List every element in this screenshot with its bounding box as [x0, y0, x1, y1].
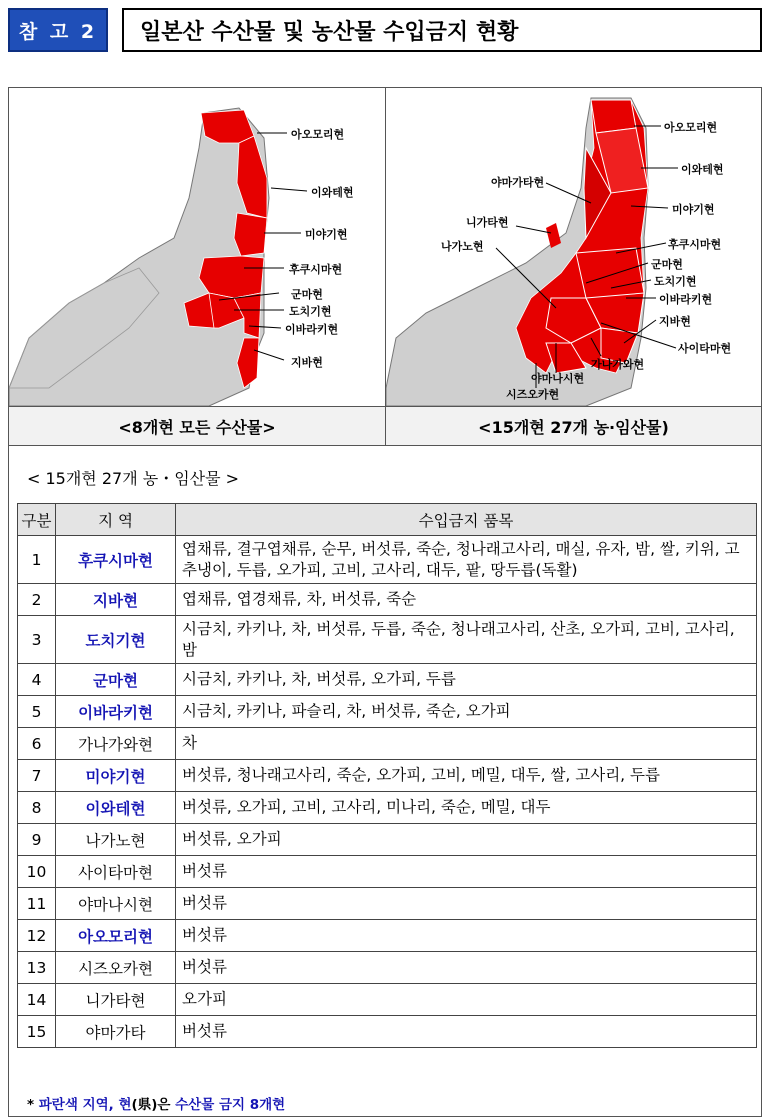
- maps-row: [9, 88, 761, 406]
- row-items: 버섯류, 청나래고사리, 죽순, 오가피, 고비, 메밀, 대두, 쌀, 고사리, 두릅: [176, 760, 757, 792]
- col-items: 수입금지 품목: [176, 504, 757, 536]
- row-region: 가나가와현: [56, 728, 176, 760]
- table-row: [18, 616, 757, 664]
- col-region: 지 역: [56, 504, 176, 536]
- map-label: 니가타현: [466, 216, 509, 229]
- row-number: 4: [18, 664, 56, 696]
- row-region: 군마현: [56, 664, 176, 696]
- row-items: 시금치, 카키나, 차, 버섯류, 오가피, 두릅: [176, 664, 757, 696]
- row-number: 10: [18, 856, 56, 888]
- table-header-row: [18, 504, 757, 536]
- map-label: 나가노현: [441, 240, 484, 253]
- table-row: [18, 1016, 757, 1048]
- row-number: 15: [18, 1016, 56, 1048]
- row-region: 이바라키현: [56, 696, 176, 728]
- row-items: 버섯류: [176, 856, 757, 888]
- row-items: 오가피: [176, 984, 757, 1016]
- row-number: 6: [18, 728, 56, 760]
- row-region: 이와테현: [56, 792, 176, 824]
- row-items: 시금치, 카키나, 파슬리, 차, 버섯류, 죽순, 오가피: [176, 696, 757, 728]
- table-row: [18, 728, 757, 760]
- map-label: 아오모리현: [664, 121, 718, 134]
- map-label: 지바현: [291, 356, 323, 369]
- map-label: 사이타마현: [678, 342, 732, 355]
- row-region: 사이타마현: [56, 856, 176, 888]
- left-map: [9, 88, 386, 406]
- ban-table: [17, 503, 757, 1048]
- row-items: 차: [176, 728, 757, 760]
- row-items: 엽채류, 엽경채류, 차, 버섯류, 죽순: [176, 584, 757, 616]
- table-row: [18, 984, 757, 1016]
- map-label: 이와테현: [311, 186, 354, 199]
- row-number: 9: [18, 824, 56, 856]
- row-number: 7: [18, 760, 56, 792]
- row-items: 시금치, 카키나, 차, 버섯류, 두릅, 죽순, 청나래고사리, 산초, 오가피, 고비, 고사리, 밤: [176, 616, 757, 664]
- row-items: 버섯류: [176, 920, 757, 952]
- note-mid: (県)은: [131, 1097, 176, 1113]
- header: [8, 8, 762, 52]
- row-items: 버섯류: [176, 952, 757, 984]
- row-region: 나가노현: [56, 824, 176, 856]
- table-row: [18, 888, 757, 920]
- row-region: 미야기현: [56, 760, 176, 792]
- note-blue2: 수산물 금지 8개현: [175, 1097, 286, 1113]
- map-label: 미야기현: [672, 203, 715, 216]
- map-label: 이바라키현: [285, 323, 339, 336]
- note-prefix: *: [27, 1097, 39, 1113]
- map-label: 도치기현: [289, 305, 332, 318]
- map-label: 시즈오카현: [506, 388, 560, 401]
- left-map-caption: <8개현 모든 수산물>: [9, 407, 386, 445]
- row-number: 8: [18, 792, 56, 824]
- left-map-graphic: [9, 88, 385, 406]
- map-label: 이와테현: [681, 163, 724, 176]
- col-no: 구분: [18, 504, 56, 536]
- table-row: [18, 664, 757, 696]
- page-title: 일본산 수산물 및 농산물 수입금지 현황: [122, 8, 762, 52]
- map-label: 아오모리현: [291, 128, 345, 141]
- reference-badge: 참 고 2: [8, 8, 108, 52]
- map-label: 지바현: [659, 315, 691, 328]
- map-label: 야마가타현: [491, 176, 545, 189]
- table-row: [18, 824, 757, 856]
- row-items: 버섯류: [176, 888, 757, 920]
- map-label: 가나가와현: [591, 358, 645, 371]
- table-body: [18, 536, 757, 1048]
- row-number: 14: [18, 984, 56, 1016]
- table-row: [18, 584, 757, 616]
- table-row: [18, 792, 757, 824]
- table-row: [18, 760, 757, 792]
- map-label: 군마현: [291, 288, 323, 301]
- row-region: 시즈오카현: [56, 952, 176, 984]
- table-row: [18, 696, 757, 728]
- right-map: [386, 88, 761, 406]
- map-label: 도치기현: [654, 275, 697, 288]
- row-number: 3: [18, 616, 56, 664]
- row-region: 아오모리현: [56, 920, 176, 952]
- row-number: 11: [18, 888, 56, 920]
- note-blue: 파란색 지역, 현: [38, 1097, 132, 1113]
- row-items: 버섯류: [176, 1016, 757, 1048]
- table-subtitle: < 15개현 27개 농・임산물 >: [27, 469, 240, 488]
- row-number: 13: [18, 952, 56, 984]
- row-region: 도치기현: [56, 616, 176, 664]
- map-captions: [9, 406, 761, 446]
- row-region: 야마나시현: [56, 888, 176, 920]
- row-number: 1: [18, 536, 56, 584]
- table-row: [18, 952, 757, 984]
- row-region: 후쿠시마현: [56, 536, 176, 584]
- table-row: [18, 856, 757, 888]
- map-label: 야마나시현: [531, 372, 585, 385]
- row-number: 2: [18, 584, 56, 616]
- row-number: 5: [18, 696, 56, 728]
- row-region: 지바현: [56, 584, 176, 616]
- map-label: 이바라키현: [659, 293, 713, 306]
- table-row: [18, 536, 757, 584]
- right-map-caption: <15개현 27개 농·임산물): [478, 417, 669, 437]
- map-label: 군마현: [651, 258, 683, 271]
- row-items: 엽채류, 결구엽채류, 순무, 버섯류, 죽순, 청나래고사리, 매실, 유자, 밤, 쌀, 키위, 고추냉이, 두릅, 오가피, 고비, 고사리, 대두, 팥, 땅두릅(독활): [176, 536, 757, 584]
- map-label: 미야기현: [305, 228, 348, 241]
- table-row: [18, 920, 757, 952]
- content-frame: [8, 87, 762, 1117]
- row-items: 버섯류, 오가피, 고비, 고사리, 미나리, 죽순, 메밀, 대두: [176, 792, 757, 824]
- row-number: 12: [18, 920, 56, 952]
- right-map-graphic: [386, 88, 761, 406]
- row-region: 야마가타: [56, 1016, 176, 1048]
- footnote: [27, 1093, 285, 1113]
- map-label: 후쿠시마현: [668, 238, 722, 251]
- row-items: 버섯류, 오가피: [176, 824, 757, 856]
- map-label: 후쿠시마현: [289, 263, 343, 276]
- row-region: 니가타현: [56, 984, 176, 1016]
